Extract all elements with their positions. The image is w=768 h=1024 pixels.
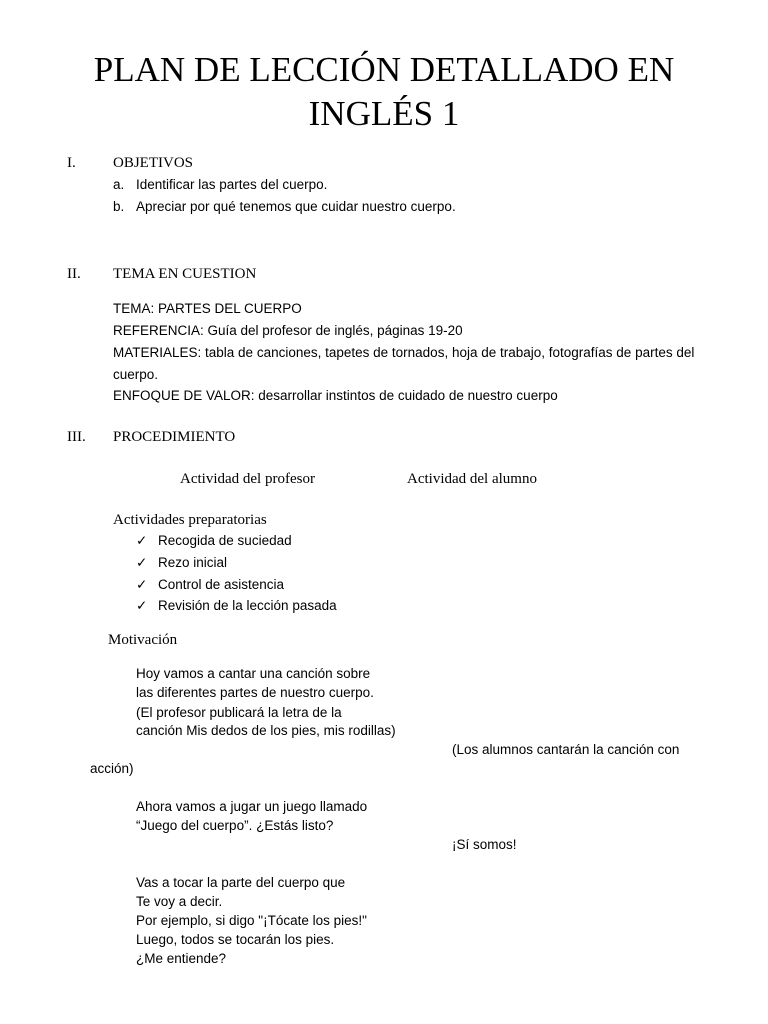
prep-item-label: Control de asistencia	[158, 577, 285, 592]
tema-line: TEMA: PARTES DEL CUERPO	[113, 301, 302, 316]
section-heading-objetivos: OBJETIVOS	[113, 155, 194, 171]
student-line-cont: acción)	[90, 761, 134, 776]
teacher-line: Te voy a decir.	[136, 894, 223, 909]
section-numeral-1: I.	[67, 155, 76, 171]
section-heading-tema: TEMA EN CUESTION	[113, 266, 257, 282]
teacher-line: Luego, todos se tocarán los pies.	[136, 932, 335, 947]
title-line-2: INGLÉS 1	[308, 94, 460, 133]
objective-item-a: Identificar las partes del cuerpo.	[136, 177, 328, 192]
objective-item-b: Apreciar por qué tenemos que cuidar nuestro cuerpo.	[136, 199, 456, 214]
check-icon: ✓	[136, 598, 148, 613]
motivation-heading: Motivación	[108, 632, 178, 648]
prep-item	[136, 533, 292, 549]
teacher-line: las diferentes partes de nuestro cuerpo.	[136, 685, 374, 700]
teacher-line: Ahora vamos a jugar un juego llamado	[136, 799, 368, 814]
title-line-1: PLAN DE LECCIÓN DETALLADO EN	[93, 50, 675, 89]
prep-item-label: Revisión de la lección pasada	[158, 598, 337, 613]
objective-marker-a: a.	[113, 177, 125, 192]
check-icon: ✓	[136, 533, 148, 548]
prep-activities-heading: Actividades preparatorias	[113, 512, 267, 528]
student-line: (Los alumnos cantarán la canción con	[452, 742, 680, 757]
materiales-line: MATERIALES: tabla de canciones, tapetes de tornados, hoja de trabajo, fotografías de partes del	[113, 345, 695, 360]
materiales-line-cont: cuerpo.	[113, 367, 159, 382]
referencia-line: REFERENCIA: Guía del profesor de inglés, páginas 19-20	[113, 323, 463, 338]
prep-item-label: Rezo inicial	[158, 555, 228, 570]
column-header-teacher: Actividad del profesor	[180, 471, 315, 487]
prep-item-label: Recogida de suciedad	[158, 533, 292, 548]
section-numeral-3: III.	[67, 429, 86, 445]
teacher-line: Hoy vamos a cantar una canción sobre	[136, 666, 371, 681]
prep-item	[136, 555, 227, 571]
teacher-line: ¿Me entiende?	[136, 951, 227, 966]
student-response: ¡Sí somos!	[452, 837, 517, 852]
check-icon: ✓	[136, 555, 148, 570]
check-icon: ✓	[136, 577, 148, 592]
teacher-line: canción Mis dedos de los pies, mis rodillas)	[136, 723, 396, 738]
teacher-line: Por ejemplo, si digo "¡Tócate los pies!"	[136, 913, 367, 928]
section-heading-procedimiento: PROCEDIMIENTO	[113, 429, 236, 445]
teacher-line: “Juego del cuerpo”. ¿Estás listo?	[136, 818, 334, 833]
teacher-line: Vas a tocar la parte del cuerpo que	[136, 875, 346, 890]
section-numeral-2: II.	[67, 266, 81, 282]
teacher-line: (El profesor publicará la letra de la	[136, 705, 342, 720]
column-header-student: Actividad del alumno	[407, 471, 537, 487]
prep-item	[136, 577, 284, 593]
page-title	[0, 48, 768, 136]
prep-item	[136, 598, 337, 614]
enfoque-line: ENFOQUE DE VALOR: desarrollar instintos de cuidado de nuestro cuerpo	[113, 388, 558, 403]
objective-marker-b: b.	[113, 199, 125, 214]
